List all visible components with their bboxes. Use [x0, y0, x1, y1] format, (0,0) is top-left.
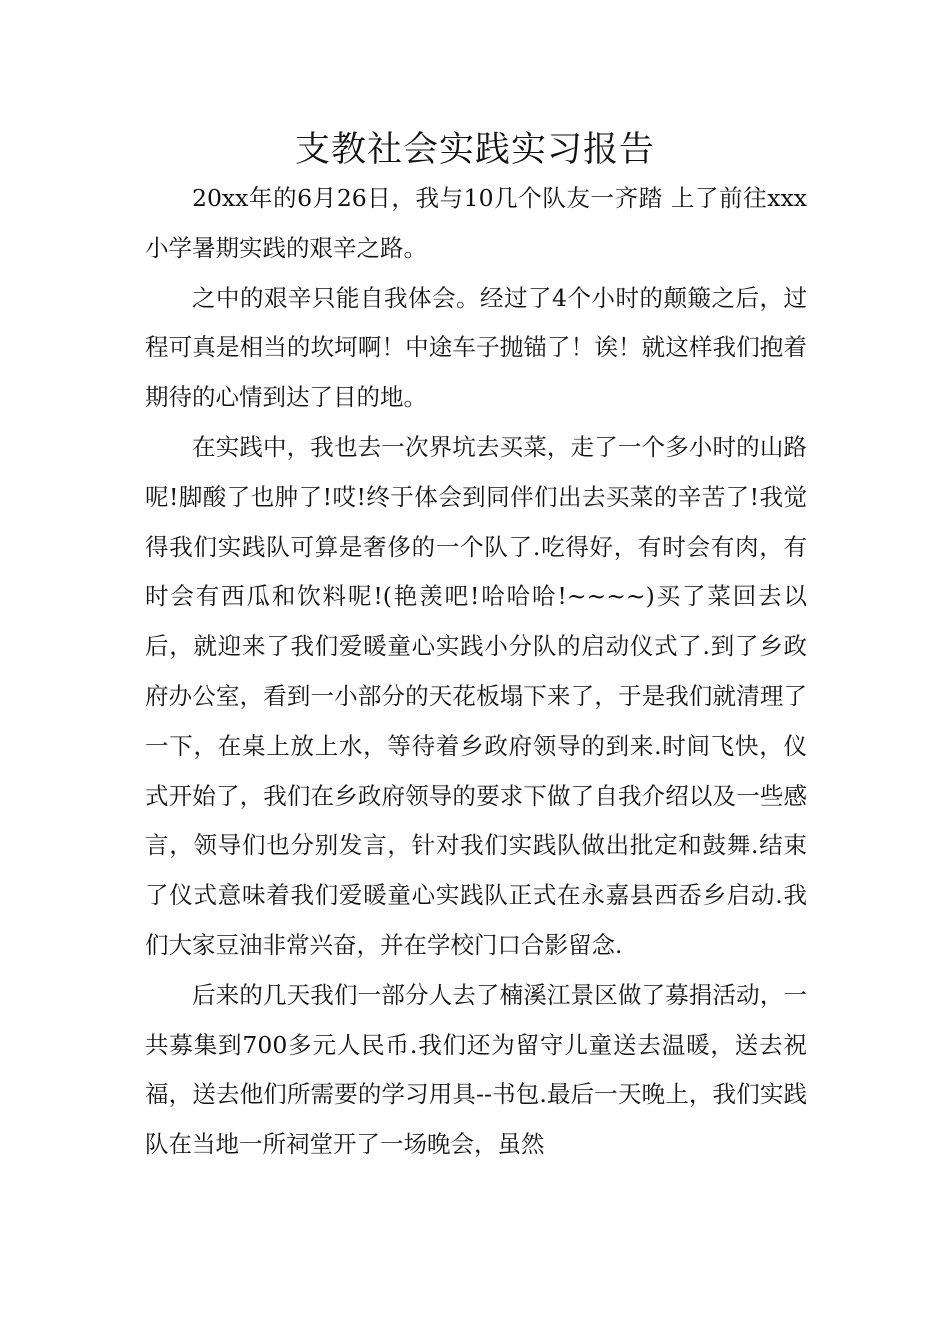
- paragraph-4: 后来的几天我们一部分人去了楠溪江景区做了募捐活动，一共募集到700多元人民币.我们还为留守儿童送去温暖，送去祝福，送去他们所需要的学习用具--书包.最后一天晚上，我们实践队在当地一所祠堂开了一场晚会，虽然: [145, 980, 807, 1159]
- paragraph-3: 在实践中，我也去一次界坑去买菜，走了一个多小时的山路呢!脚酸了也肿了!哎!终于体会到同伴们出去买菜的辛苦了!我觉得我们实践队可算是奢侈的一个队了.吃得好，有时会有肉，有时会有西瓜和饮料呢!(艳羡吧!哈哈哈!~~~~)买了菜回去以后，就迎来了我们爱暖童心实践小分队的启动仪式了.到了乡政府办公室，看到一小部分的天花板塌下来了，于是我们就清理了一下，在桌上放上水，等待着乡政府领导的到来.时间飞快，仪式开始了，我们在乡政府领导的要求下做了自我介绍以及一些感言，领导们也分别发言，针对我们实践队做出批定和鼓舞.结束了仪式意味着我们爱暖童心实践队正式在永嘉县西岙乡启动.我们大家豆油非常兴奋，并在学校门口合影留念.: [145, 432, 807, 959]
- document-title: 支教社会实践实习报告: [294, 130, 655, 170]
- paragraph-2: 之中的艰辛只能自我体会。经过了4个小时的颠簸之后，过程可真是相当的坎坷啊！中途车子抛锚了！诶！就这样我们抱着期待的心情到达了目的地。: [145, 283, 807, 412]
- document-body: [145, 174, 807, 1170]
- paragraph-1: 20xx年的6月26日，我与10几个队友一齐踏 上了前往xxx小学暑期实践的艰辛之路。: [145, 184, 807, 262]
